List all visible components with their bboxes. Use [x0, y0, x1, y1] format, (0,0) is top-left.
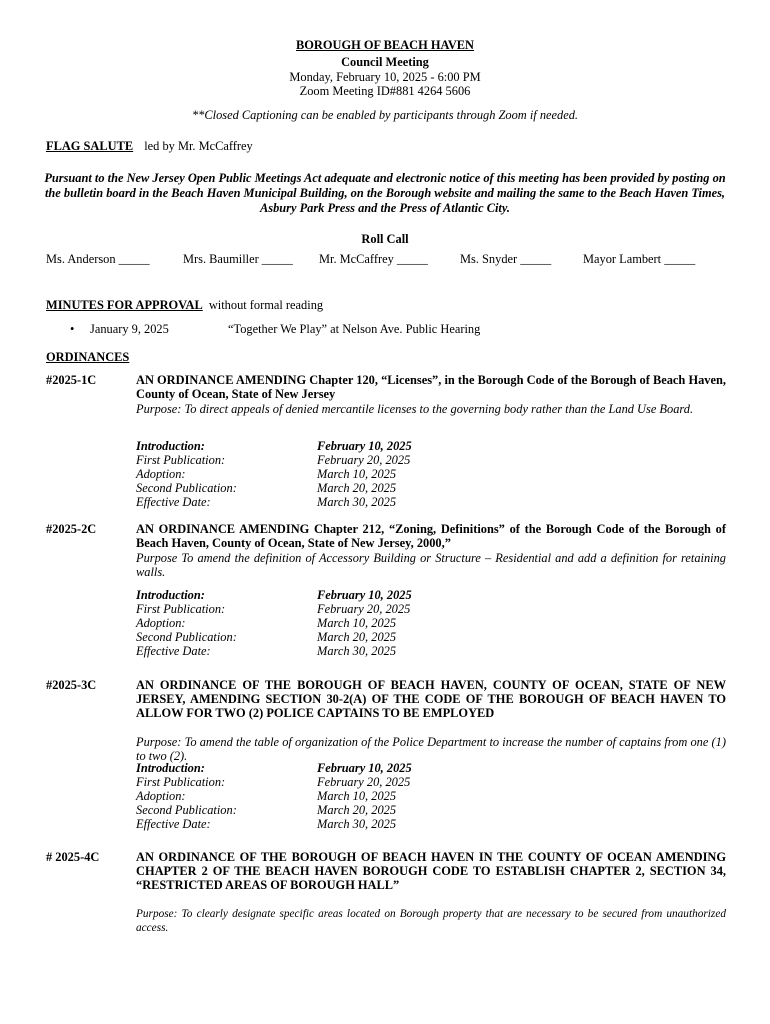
schedule-label: Introduction:	[136, 588, 205, 602]
minutes-item-date: January 9, 2025	[90, 322, 169, 336]
schedule-date: February 20, 2025	[317, 453, 411, 467]
ordinance-title: AN ORDINANCE OF THE BOROUGH OF BEACH HAVEN IN THE COUNTY OF OCEAN AMENDING CHAPTER 2 OF THE BEACH HAVEN BOROUGH CODE TO ESTABLISH CHAPTER 2, SECTION 34, “RESTRICTED AREAS OF BOROUGH HALL”	[136, 850, 726, 892]
schedule-date: March 30, 2025	[317, 495, 397, 509]
ordinance-schedule	[136, 588, 536, 658]
ordinance-purpose: Purpose: To clearly designate specific areas located on Borough property that are necessary to be secured from unauthorized access.	[136, 908, 726, 934]
meeting-type: Council Meeting	[341, 55, 429, 69]
ordinance-number: #2025-3C	[46, 678, 97, 692]
schedule-date: March 20, 2025	[317, 803, 397, 817]
ordinance-schedule	[136, 439, 536, 509]
schedule-date: February 10, 2025	[317, 588, 412, 602]
flag-salute-label: FLAG SALUTE	[46, 139, 134, 153]
ordinance-number: #2025-1C	[46, 373, 97, 387]
ordinance-number: #2025-2C	[46, 522, 97, 536]
schedule-label: Adoption:	[136, 789, 186, 803]
schedule-date: March 10, 2025	[317, 467, 397, 481]
ordinance-1c	[0, 373, 770, 513]
ordinance-title: AN ORDINANCE AMENDING Chapter 212, “Zoning, Definitions” of the Borough Code of the Borough of Beach Haven, County of Ocean, State of New Jersey, 2000,”	[136, 522, 726, 550]
schedule-label: First Publication:	[136, 602, 226, 616]
roll-call-member: Mrs. Baumiller _____	[183, 252, 293, 266]
schedule-date: March 20, 2025	[317, 481, 397, 495]
ordinance-purpose: Purpose: To direct appeals of denied mercantile licenses to the governing body rather than the Land Use Board.	[136, 402, 694, 416]
schedule-label: Introduction:	[136, 439, 205, 453]
schedule-date: February 10, 2025	[317, 439, 412, 453]
schedule-label: Second Publication:	[136, 803, 237, 817]
schedule-date: February 20, 2025	[317, 602, 411, 616]
zoom-meeting-id: Zoom Meeting ID#881 4264 5606	[299, 84, 471, 98]
ordinance-schedule	[136, 761, 536, 831]
minutes-label: MINUTES FOR APPROVAL	[46, 298, 203, 312]
schedule-label: Adoption:	[136, 616, 186, 630]
meeting-datetime: Monday, February 10, 2025 - 6:00 PM	[289, 70, 481, 84]
roll-call-title: Roll Call	[361, 232, 409, 246]
schedule-date: March 20, 2025	[317, 630, 397, 644]
ordinance-purpose: Purpose: To amend the table of organization of the Police Department to increase the number of captains from one (1) to two (2).	[136, 735, 726, 763]
schedule-date: March 10, 2025	[317, 789, 397, 803]
captioning-note: **Closed Captioning can be enabled by participants through Zoom if needed.	[191, 108, 579, 122]
schedule-label: Effective Date:	[136, 644, 211, 658]
ordinance-title: AN ORDINANCE AMENDING Chapter 120, “Licenses”, in the Borough Code of the Borough of Beach Haven, County of Ocean, State of New Jersey	[136, 373, 726, 401]
roll-call-member: Mr. McCaffrey _____	[319, 252, 428, 266]
schedule-label: Second Publication:	[136, 481, 237, 495]
minutes-item	[0, 322, 770, 338]
ordinance-purpose: Purpose To amend the definition of Accessory Building or Structure – Residential and add a definition for retaining walls.	[136, 551, 726, 579]
minutes-heading	[46, 298, 323, 312]
schedule-label: Introduction:	[136, 761, 205, 775]
flag-salute	[46, 139, 253, 153]
open-meetings-statement: Pursuant to the New Jersey Open Public Meetings Act adequate and electronic notice of this meeting has been provided by posting on the bulletin board in the Beach Haven Municipal Building, on the Borough website and mailing the same to the Beach Haven Times, Asbury Park Press and the Press of Atlantic City.	[44, 171, 726, 215]
minutes-item-desc: “Together We Play” at Nelson Ave. Public Hearing	[228, 322, 481, 336]
flag-salute-text: led by Mr. McCaffrey	[144, 139, 253, 153]
schedule-label: Second Publication:	[136, 630, 237, 644]
ordinance-3c	[0, 678, 770, 838]
borough-title: BOROUGH OF BEACH HAVEN	[296, 38, 474, 52]
roll-call-member: Mayor Lambert _____	[583, 252, 696, 266]
roll-call-member: Ms. Snyder _____	[460, 252, 552, 266]
schedule-date: February 10, 2025	[317, 761, 412, 775]
ordinances-heading: ORDINANCES	[46, 350, 130, 364]
schedule-label: First Publication:	[136, 775, 226, 789]
ordinance-2c	[0, 522, 770, 662]
ordinance-title: AN ORDINANCE OF THE BOROUGH OF BEACH HAVEN, COUNTY OF OCEAN, STATE OF NEW JERSEY, AMENDING SECTION 30-2(A) OF THE CODE OF THE BOROUGH OF BEACH HAVEN TO ALLOW FOR TWO (2) POLICE CAPTAINS TO BE EMPLOYED	[136, 678, 726, 720]
schedule-date: March 30, 2025	[317, 817, 397, 831]
ordinance-number: # 2025-4C	[46, 850, 100, 864]
roll-call-member: Ms. Anderson _____	[46, 252, 150, 266]
schedule-date: February 20, 2025	[317, 775, 411, 789]
schedule-label: Effective Date:	[136, 495, 211, 509]
bullet-icon: •	[70, 322, 75, 336]
schedule-date: March 10, 2025	[317, 616, 397, 630]
schedule-label: Effective Date:	[136, 817, 211, 831]
roll-call-list	[0, 252, 770, 268]
schedule-label: First Publication:	[136, 453, 226, 467]
ordinance-4c	[0, 850, 770, 940]
schedule-date: March 30, 2025	[317, 644, 397, 658]
minutes-text: without formal reading	[208, 298, 324, 312]
schedule-label: Adoption:	[136, 467, 186, 481]
